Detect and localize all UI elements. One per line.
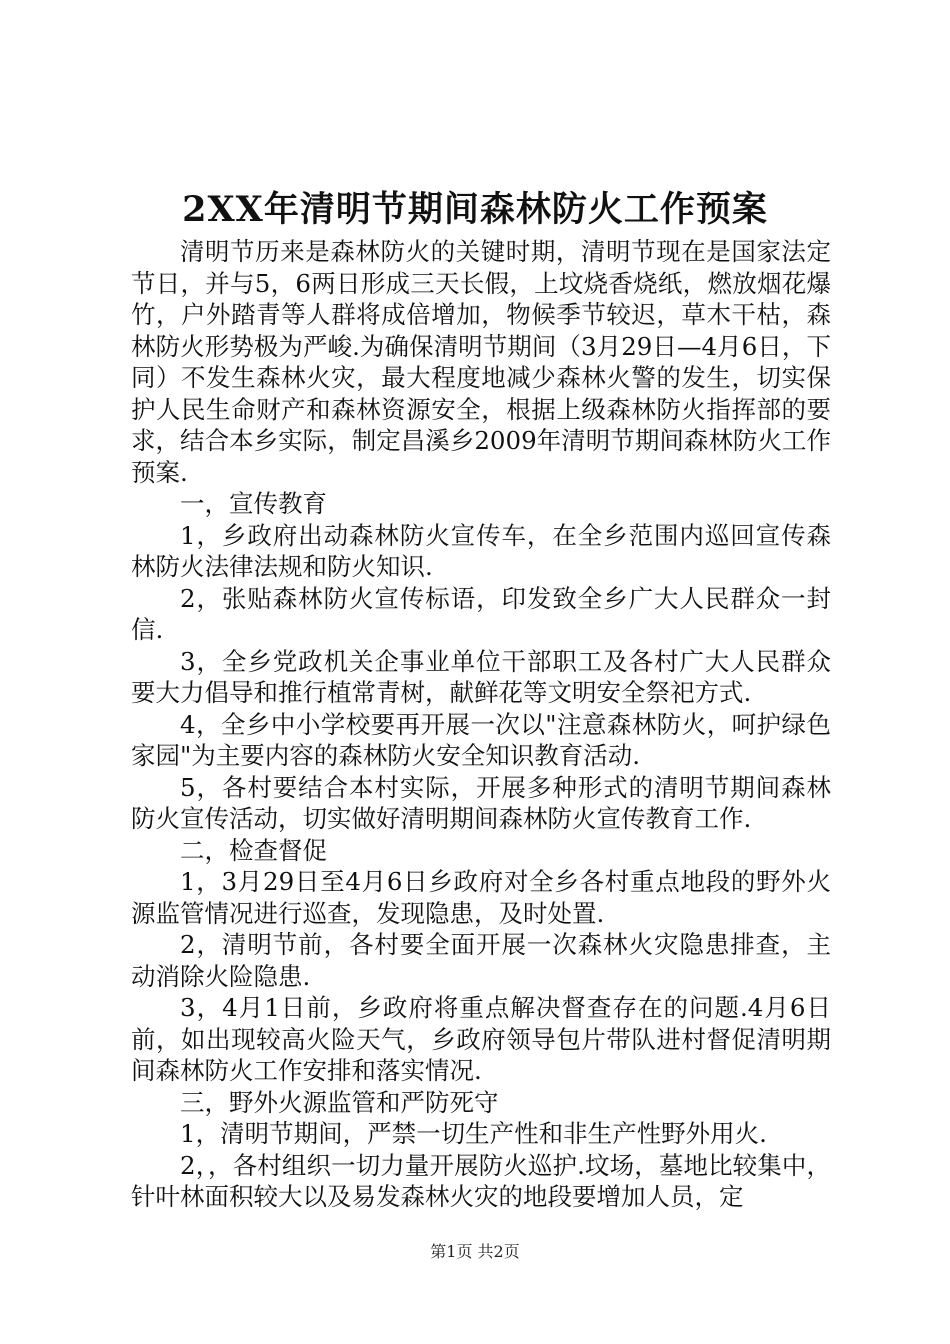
page-number-footer: 第1页 共2页 xyxy=(430,1242,520,1261)
paragraph: 1，清明节期间，严禁一切生产性和非生产性野外用火. xyxy=(180,1119,767,1148)
paragraph: 2，，各村组织一切力量开展防火巡护.坟场，墓地比较集中，针叶林面积较大以及易发森林火灾的地段要增加人员，定 xyxy=(131,1150,831,1211)
paragraph: 1，3月29日至4月6日乡政府对全乡各村重点地段的野外火源监管情况进行巡查，发现隐患，及时处置. xyxy=(131,867,831,928)
document-title: 2XX年清明节期间森林防火工作预案 xyxy=(182,189,768,230)
paragraph: 3，4月1日前，乡政府将重点解决督查存在的问题.4月6日前，如出现较高火险天气，乡政府领导包片带队进村督促清明期间森林防火工作安排和落实情况. xyxy=(131,993,831,1085)
section-heading-fire-source: 三，野外火源监管和严防死守 xyxy=(180,1087,499,1117)
paragraph: 2，张贴森林防火宣传标语，印发致全乡广大人民群众一封信. xyxy=(131,583,831,644)
intro-paragraph: 清明节历来是森林防火的关键时期，清明节现在是国家法定节日，并与5，6两日形成三天长假，上坟烧香烧纸，燃放烟花爆竹，户外踏青等人群将成倍增加，物候季节较迟，草木干枯，森林防火形势极为严峻.为确保清明节期间（3月29日—4月6日，下同）不发生森林火灾，最大程度地减少森林火警的发生，切实保护人民生命财产和森林资源安全，根据上级森林防火指挥部的要求，结合本乡实际，制定昌溪乡2009年清明节期间森林防火工作预案. xyxy=(131,237,831,487)
section-heading-inspection: 二，检查督促 xyxy=(180,835,327,865)
paragraph: 5，各村要结合本村实际，开展多种形式的清明节期间森林防火宣传活动，切实做好清明期间森林防火宣传教育工作. xyxy=(131,772,831,833)
document-body xyxy=(131,236,831,1213)
paragraph: 1，乡政府出动森林防火宣传车，在全乡范围内巡回宣传森林防火法律法规和防火知识. xyxy=(131,520,831,581)
paragraph: 4，全乡中小学校要再开展一次以"注意森林防火，呵护绿色家园"为主要内容的森林防火安全知识教育活动. xyxy=(131,709,831,770)
section-heading-publicity: 一，宣传教育 xyxy=(180,489,327,518)
paragraph: 2，清明节前，各村要全面开展一次森林火灾隐患排查，主动消除火险隐患. xyxy=(131,930,831,991)
paragraph: 3，全乡党政机关企事业单位干部职工及各村广大人民群众要大力倡导和推行植常青树，献鲜花等文明安全祭祀方式. xyxy=(131,646,831,707)
